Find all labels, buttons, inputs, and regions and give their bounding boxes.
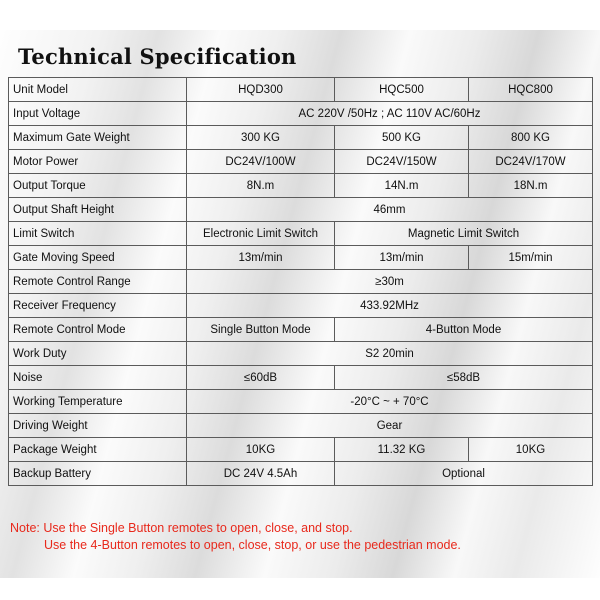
bottom-white-margin: [0, 578, 600, 600]
top-white-margin: [0, 0, 600, 30]
row-value: HQD300: [187, 78, 335, 102]
row-label: Work Duty: [9, 342, 187, 366]
table-row: [9, 342, 593, 366]
row-value: 300 KG: [187, 126, 335, 150]
table-row: [9, 318, 593, 342]
row-value: ≤60dB: [187, 366, 335, 390]
table-row: [9, 390, 593, 414]
table-row: [9, 414, 593, 438]
row-value: Magnetic Limit Switch: [335, 222, 593, 246]
row-value: -20°C ~ + 70°C: [187, 390, 593, 414]
row-value: 10KG: [469, 438, 593, 462]
row-value: HQC500: [335, 78, 469, 102]
table-row: [9, 462, 593, 486]
table-row: [9, 222, 593, 246]
row-value: AC 220V /50Hz ; AC 110V AC/60Hz: [187, 102, 593, 126]
row-value: 800 KG: [469, 126, 593, 150]
row-label: Unit Model: [9, 78, 187, 102]
row-value: 11.32 KG: [335, 438, 469, 462]
table-row: [9, 174, 593, 198]
row-value: 14N.m: [335, 174, 469, 198]
row-label: Output Torque: [9, 174, 187, 198]
note-block: [10, 520, 590, 554]
row-label: Noise: [9, 366, 187, 390]
row-value: 13m/min: [187, 246, 335, 270]
row-value: DC24V/170W: [469, 150, 593, 174]
specification-sheet: [8, 38, 592, 486]
row-label: Limit Switch: [9, 222, 187, 246]
row-label: Maximum Gate Weight: [9, 126, 187, 150]
row-value: 10KG: [187, 438, 335, 462]
row-value: 13m/min: [335, 246, 469, 270]
table-row: [9, 78, 593, 102]
row-value: 15m/min: [469, 246, 593, 270]
row-label: Backup Battery: [9, 462, 187, 486]
row-label: Remote Control Range: [9, 270, 187, 294]
row-value: DC 24V 4.5Ah: [187, 462, 335, 486]
row-label: Driving Weight: [9, 414, 187, 438]
row-value: 4-Button Mode: [335, 318, 593, 342]
note-line-2: Use the 4-Button remotes to open, close, stop, or use the pedestrian mode.: [44, 538, 461, 552]
specification-table: [8, 77, 593, 486]
table-row: [9, 246, 593, 270]
row-value: DC24V/100W: [187, 150, 335, 174]
table-row: [9, 198, 593, 222]
table-row: [9, 126, 593, 150]
row-value: DC24V/150W: [335, 150, 469, 174]
row-value: 433.92MHz: [187, 294, 593, 318]
row-label: Remote Control Mode: [9, 318, 187, 342]
table-row: [9, 366, 593, 390]
row-value: S2 20min: [187, 342, 593, 366]
row-value: 46mm: [187, 198, 593, 222]
table-row: [9, 294, 593, 318]
row-label: Package Weight: [9, 438, 187, 462]
table-row: [9, 102, 593, 126]
row-value: 8N.m: [187, 174, 335, 198]
row-label: Gate Moving Speed: [9, 246, 187, 270]
row-value: 18N.m: [469, 174, 593, 198]
row-value: ≤58dB: [335, 366, 593, 390]
row-label: Motor Power: [9, 150, 187, 174]
table-row: [9, 150, 593, 174]
note-line-1: Note: Use the Single Button remotes to open, close, and stop.: [10, 521, 353, 535]
row-value: ≥30m: [187, 270, 593, 294]
page-title: Technical Specification: [18, 44, 297, 69]
row-value: Gear: [187, 414, 593, 438]
specification-table-body: [9, 78, 593, 486]
row-value: Electronic Limit Switch: [187, 222, 335, 246]
table-row: [9, 438, 593, 462]
row-value: HQC800: [469, 78, 593, 102]
row-label: Working Temperature: [9, 390, 187, 414]
row-value: Single Button Mode: [187, 318, 335, 342]
row-label: Receiver Frequency: [9, 294, 187, 318]
row-label: Output Shaft Height: [9, 198, 187, 222]
row-value: 500 KG: [335, 126, 469, 150]
row-value: Optional: [335, 462, 593, 486]
table-row: [9, 270, 593, 294]
row-label: Input Voltage: [9, 102, 187, 126]
